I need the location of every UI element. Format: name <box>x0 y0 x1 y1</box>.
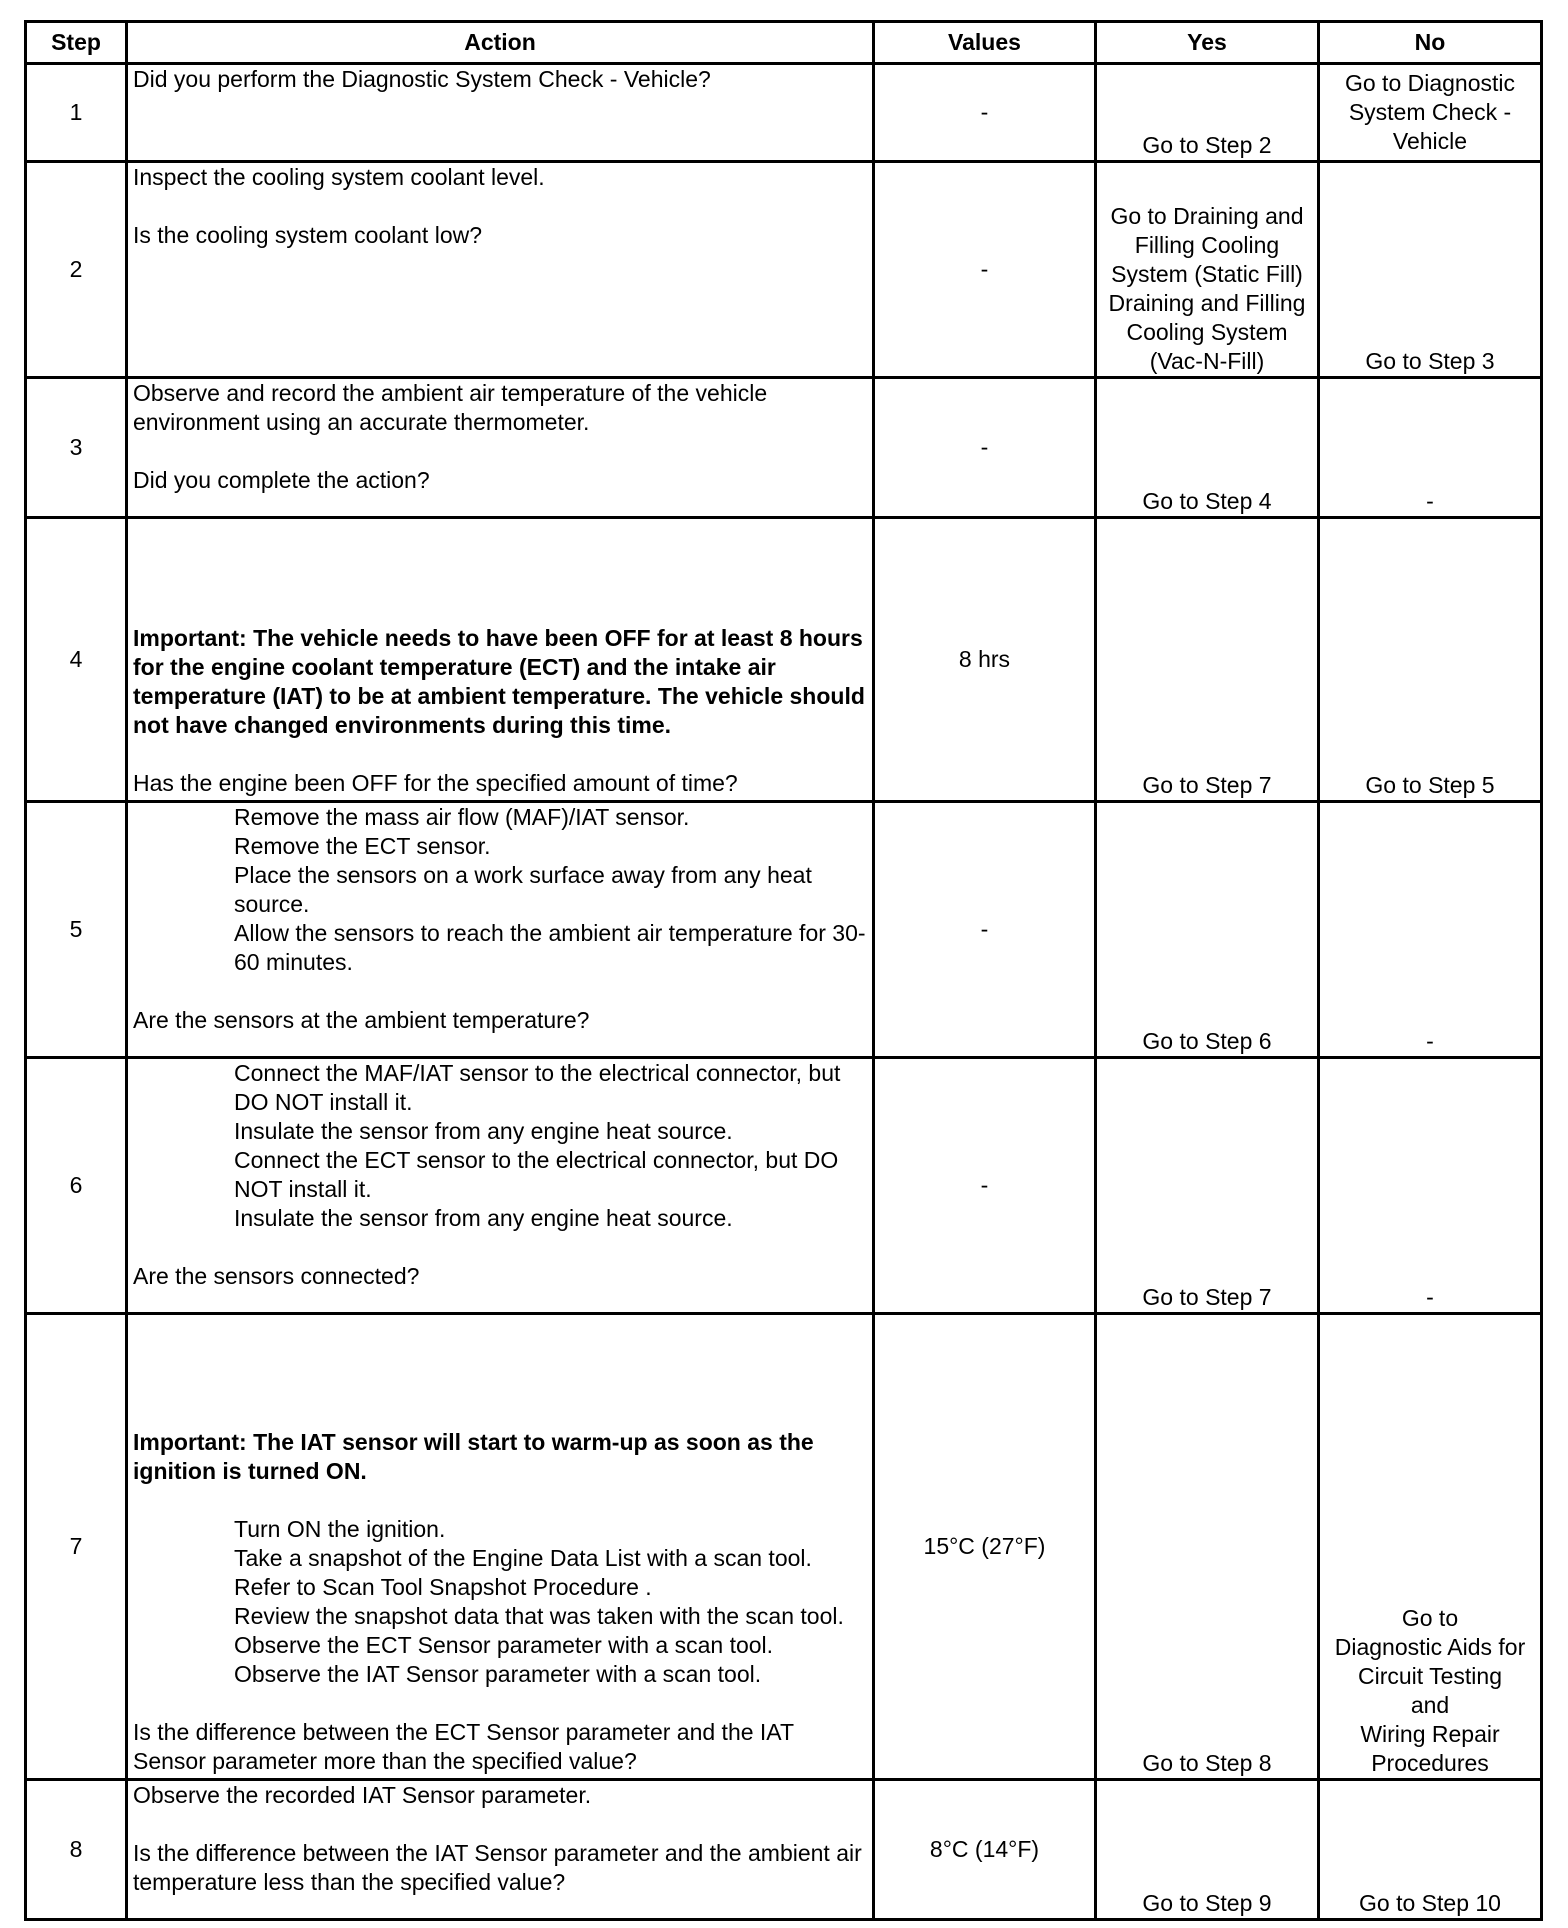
important-note: Important: The vehicle needs to have been OFF for at least 8 hours for the engine coolant temperature (ECT) and the intake air temperature (IAT) to be at ambient temperature. The vehicle should not have changed environments during this time. <box>133 625 865 738</box>
no-cell: - <box>1319 1058 1542 1314</box>
step-number: 4 <box>26 518 127 802</box>
yes-cell: Go to Step 6 <box>1096 802 1319 1058</box>
table-row <box>26 378 1542 518</box>
yes-cell: Go to Step 2 <box>1096 64 1319 162</box>
table-row <box>26 802 1542 1058</box>
yes-cell: Go to Step 9 <box>1096 1780 1319 1920</box>
no-cell: Go to Step 3 <box>1319 162 1542 378</box>
yes-cell: Go to Step 4 <box>1096 378 1319 518</box>
table-row <box>26 1314 1542 1780</box>
no-line: Go to <box>1401 1605 1459 1631</box>
action-cell <box>127 518 874 802</box>
action-question: Did you complete the action? <box>133 467 430 493</box>
action-item: Connect the MAF/IAT sensor to the electrical connector, but DO NOT install it. <box>234 1060 841 1115</box>
action-item: Insulate the sensor from any engine heat source. <box>234 1118 733 1144</box>
action-question: Are the sensors at the ambient temperature? <box>133 1007 590 1033</box>
value-cell: - <box>874 1058 1096 1314</box>
action-cell <box>127 378 874 518</box>
table-row <box>26 1780 1542 1920</box>
action-item: Allow the sensors to reach the ambient air temperature for 30-60 minutes. <box>234 920 866 975</box>
action-question: Did you perform the Diagnostic System Check - Vehicle? <box>133 66 711 92</box>
action-item: Turn ON the ignition. <box>234 1516 446 1542</box>
no-cell <box>1319 1314 1542 1780</box>
action-item: Observe the IAT Sensor parameter with a scan tool. <box>234 1661 762 1687</box>
no-line: Diagnostic Aids for <box>1334 1634 1526 1660</box>
header-row <box>26 22 1542 64</box>
action-item: Remove the mass air flow (MAF)/IAT sensor. <box>234 804 690 830</box>
action-question: Is the difference between the IAT Sensor parameter and the ambient air temperature less than the specified value? <box>133 1840 862 1895</box>
yes-cell: Go to Step 7 <box>1096 518 1319 802</box>
value-cell: 8 hrs <box>874 518 1096 802</box>
important-note: Important: The IAT sensor will start to warm-up as soon as the ignition is turned ON. <box>133 1429 814 1484</box>
action-question: Is the cooling system coolant low? <box>133 222 483 248</box>
action-instruction: Inspect the cooling system coolant level. <box>133 164 545 190</box>
action-question: Is the difference between the ECT Sensor parameter and the IAT Sensor parameter more than the specified value? <box>133 1719 794 1774</box>
step-number: 1 <box>26 64 127 162</box>
header-no: No <box>1319 22 1542 64</box>
value-cell: - <box>874 64 1096 162</box>
action-item: Connect the ECT sensor to the electrical connector, but DO NOT install it. <box>234 1147 839 1202</box>
action-cell <box>127 1314 874 1780</box>
table-row <box>26 64 1542 162</box>
yes-cell: Go to Step 7 <box>1096 1058 1319 1314</box>
action-instruction: Observe the recorded IAT Sensor parameter. <box>133 1782 592 1808</box>
action-instruction: Observe and record the ambient air temperature of the vehicle environment using an accurate thermometer. <box>133 380 768 435</box>
action-item: Place the sensors on a work surface away from any heat source. <box>234 862 812 917</box>
value-cell: 8°C (14°F) <box>874 1780 1096 1920</box>
value-cell: - <box>874 802 1096 1058</box>
no-cell: - <box>1319 378 1542 518</box>
header-action: Action <box>127 22 874 64</box>
no-line: Circuit Testing <box>1357 1663 1503 1689</box>
step-number: 5 <box>26 802 127 1058</box>
header-step: Step <box>26 22 127 64</box>
no-cell: Go to Step 10 <box>1319 1780 1542 1920</box>
yes-cell: Go to Step 8 <box>1096 1314 1319 1780</box>
table-row <box>26 518 1542 802</box>
action-item: Insulate the sensor from any engine heat source. <box>234 1205 733 1231</box>
action-cell <box>127 1058 874 1314</box>
action-item: Take a snapshot of the Engine Data List with a scan tool. Refer to Scan Tool Snapshot Procedure . <box>234 1545 812 1600</box>
step-number: 8 <box>26 1780 127 1920</box>
step-number: 3 <box>26 378 127 518</box>
no-cell: Go to Diagnostic System Check - Vehicle <box>1319 64 1542 162</box>
step-number: 7 <box>26 1314 127 1780</box>
value-cell: - <box>874 162 1096 378</box>
no-cell: - <box>1319 802 1542 1058</box>
action-item: Remove the ECT sensor. <box>234 833 491 859</box>
no-line: Wiring Repair <box>1360 1721 1500 1747</box>
action-cell <box>127 802 874 1058</box>
action-question: Are the sensors connected? <box>133 1263 420 1289</box>
value-cell: 15°C (27°F) <box>874 1314 1096 1780</box>
diagnostic-table <box>24 20 1543 1921</box>
table-row <box>26 162 1542 378</box>
no-line: Procedures <box>1371 1750 1489 1776</box>
no-line: and <box>1410 1692 1450 1718</box>
step-number: 2 <box>26 162 127 378</box>
action-question: Has the engine been OFF for the specified amount of time? <box>133 770 738 796</box>
yes-cell: Go to Draining and Filling Cooling System (Static Fill) Draining and Filling Cooling System (Vac-N-Fill) <box>1096 162 1319 378</box>
header-values: Values <box>874 22 1096 64</box>
action-cell <box>127 162 874 378</box>
step-number: 6 <box>26 1058 127 1314</box>
table-row <box>26 1058 1542 1314</box>
action-cell <box>127 1780 874 1920</box>
no-cell: Go to Step 5 <box>1319 518 1542 802</box>
header-yes: Yes <box>1096 22 1319 64</box>
action-cell <box>127 64 874 162</box>
action-item: Review the snapshot data that was taken with the scan tool. <box>234 1603 844 1629</box>
action-item: Observe the ECT Sensor parameter with a scan tool. <box>234 1632 774 1658</box>
value-cell: - <box>874 378 1096 518</box>
